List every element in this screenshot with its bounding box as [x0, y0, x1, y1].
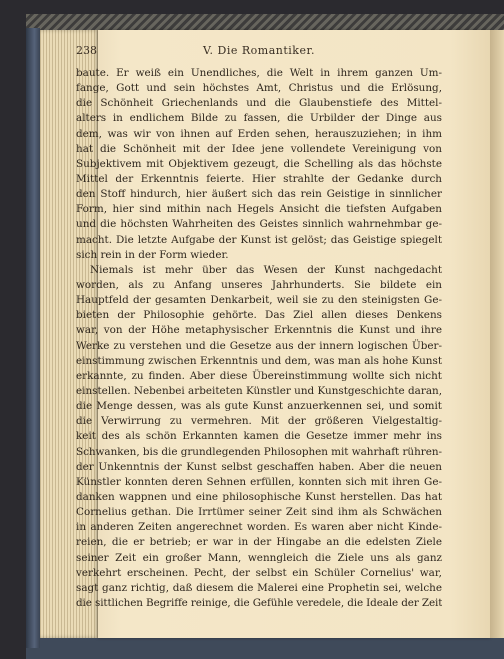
- text-line: Künstler konnten deren Sehnen erfüllen, konnten sich mit ihren Ge-: [76, 475, 442, 488]
- text-line: sich rein in der Form wieder.: [76, 248, 229, 261]
- text-line: die Schönheit Griechenlands und die Glaubenstiefe des Mittel-: [76, 97, 442, 110]
- text-line: verkehrt erscheinen. Pecht, der selbst ein Schüler Cornelius' war,: [76, 566, 442, 579]
- text-line: sagt ganz richtig, daß diesem die Malerei eine Prophetin sei, welche: [76, 581, 442, 594]
- text-line: dem, was wir von ihnen auf Erden sehen, herauszuziehen; in ihm: [76, 127, 442, 140]
- text-line: in anderen Zeiten angerechnet worden. Es waren aber nicht Kinde-: [76, 521, 442, 534]
- running-title: V. Die Romantiker.: [203, 44, 315, 57]
- text-line: die sittlichen Begriffe reinige, die Gefühle veredele, die Ideale der Zeit: [76, 596, 442, 609]
- text-line: war, von der Höhe metaphysischer Erkenntnis die Kunst und ihre: [76, 324, 442, 337]
- text-line: den Stoff hindurch, hier äußert sich das rein Geistige in sinnlicher: [76, 188, 442, 201]
- text-line: Form, hier sind mithin nach Hegels Ansicht die tiefsten Aufgaben: [76, 203, 442, 216]
- text-line: Niemals ist mehr über das Wesen der Kunst nachgedacht: [90, 263, 442, 276]
- text-line: Mittel der Erkenntnis feierte. Hier strahlte der Gedanke durch: [76, 172, 442, 185]
- text-line: worden, als zu Anfang unseres Jahrhunderts. Sie bildete ein: [76, 278, 442, 291]
- text-line: hat die Schönheit mit der Idee jene vollendete Vereinigung von: [76, 142, 442, 155]
- text-line: einstellen. Nebenbei arbeiteten Künstler und Kunstgeschichte daran,: [76, 384, 442, 397]
- text-line: die Menge dessen, was als gute Kunst anzuerkennen sei, und somit: [76, 400, 442, 413]
- text-line: Hauptfeld der gesamten Denkarbeit, weil sie zu den steinigsten Ge-: [76, 294, 442, 307]
- text-line: keit des als schön Erkannten kamen die Gesetze immer mehr ins: [76, 430, 442, 443]
- text-line: Cornelius gethan. Die Irrtümer seiner Zeit sind ihm als Schwächen: [76, 506, 442, 519]
- text-line: fange, Gott und sein höchstes Amt, Christus und die Erlösung,: [76, 82, 442, 95]
- text-line: Schwanken, bis die grundlegenden Philosophen mit wahrhaft rühren-: [76, 445, 442, 458]
- facing-page-edge: [490, 30, 504, 638]
- text-line: baute. Er weiß ein Unendliches, die Welt in ihrem ganzen Um-: [76, 67, 442, 79]
- text-line: danken wappnen und eine philosophische Kunst herstellen. Das hat: [76, 490, 442, 503]
- text-line: reien, die er betrieb; er war in der Hingabe an die edelsten Ziele: [76, 536, 442, 549]
- page-header: [76, 44, 442, 60]
- text-line: macht. Die letzte Aufgabe der Kunst ist gelöst; das Geistige spiegelt: [76, 233, 442, 246]
- text-line: einstimmung zwischen Erkenntnis und dem, was man als hohe Kunst: [76, 354, 442, 367]
- text-line: erkannte, zu finden. Aber diese Übereinstimmung wollte sich nicht: [76, 369, 442, 382]
- page-number: 238: [76, 44, 97, 57]
- text-line: seiner Zeit ein großer Mann, wenngleich die Ziele uns als ganz: [76, 551, 442, 564]
- text-line: bieten der Philosophie gehörte. Das Ziel allen dieses Denkens: [76, 309, 442, 322]
- text-line: alters in endlichem Bilde zu fassen, die Urbilder der Dinge aus: [76, 112, 442, 125]
- text-line: Subjektivem mit Objektivem gezeugt, die Schelling als das höchste: [76, 157, 442, 170]
- body-text: [76, 66, 442, 611]
- text-line: und die höchsten Wahrheiten des Geistes sinnlich wahrnehmbar ge-: [76, 218, 442, 231]
- text-line: die Verwirrung zu vermehren. Mit der größeren Vielgestaltig-: [76, 415, 442, 428]
- text-line: der Unkenntnis der Kunst selbst geschaffen haben. Aber die neuen: [76, 460, 442, 473]
- book-spine-edge: [26, 28, 40, 648]
- text-line: Werke zu verstehen und die Gesetze aus der innern logischen Über-: [76, 339, 442, 352]
